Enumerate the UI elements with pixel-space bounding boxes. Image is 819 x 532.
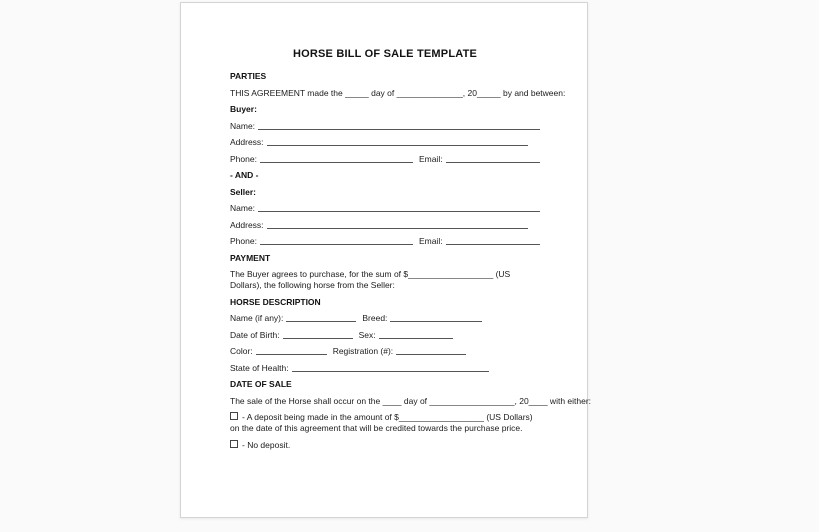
seller-name-row <box>230 203 540 214</box>
buyer-phone-blank[interactable] <box>260 161 413 163</box>
buyer-address-row <box>230 137 540 148</box>
horse-dob-blank[interactable] <box>283 337 353 339</box>
and-separator: - AND - <box>230 170 259 180</box>
agreement-intro-line: THIS AGREEMENT made the _____ day of ______________, 20_____ by and between: <box>230 87 566 98</box>
horse-description-heading: HORSE DESCRIPTION <box>230 296 321 307</box>
seller-phone-email-row <box>230 236 540 247</box>
buyer-phone-label: Phone: <box>230 153 257 164</box>
no-deposit-checkbox-icon[interactable] <box>230 440 238 448</box>
document-page <box>180 2 592 518</box>
seller-phone-label: Phone: <box>230 236 257 246</box>
horse-color-blank[interactable] <box>256 353 327 355</box>
seller-address-label: Address: <box>230 219 264 230</box>
seller-address-blank[interactable] <box>267 227 528 229</box>
buyer-phone-email-row <box>230 154 540 165</box>
horse-registration-blank[interactable] <box>396 353 466 355</box>
seller-name-label: Name: <box>230 203 256 213</box>
date-of-sale-heading: DATE OF SALE <box>230 379 292 389</box>
horse-sex-label: Sex: <box>358 329 376 340</box>
horse-sex-blank[interactable] <box>379 337 453 339</box>
buyer-name-label: Name: <box>230 120 256 131</box>
horse-name-label: Name (if any): <box>230 313 284 323</box>
buyer-address-blank[interactable] <box>267 144 528 146</box>
buyer-email-blank[interactable] <box>446 161 540 163</box>
horse-breed-blank[interactable] <box>390 320 482 322</box>
seller-address-row <box>230 220 540 231</box>
deposit-option-text: - A deposit being made in the amount of $__________________ (US Dollars) on the date of this agreement that will be credited towards the purchase price. <box>230 412 533 433</box>
horse-name-blank[interactable] <box>286 320 356 322</box>
document-title: HORSE BILL OF SALE TEMPLATE <box>292 48 478 60</box>
horse-dob-sex-row <box>230 330 540 341</box>
deposit-checkbox-icon[interactable] <box>230 412 238 420</box>
seller-phone-blank[interactable] <box>260 243 413 245</box>
buyer-email-label: Email: <box>418 153 443 164</box>
buyer-name-row <box>230 121 540 132</box>
horse-registration-label: Registration (#): <box>332 346 394 356</box>
parties-heading: PARTIES <box>230 71 267 81</box>
payment-body: The Buyer agrees to purchase, for the sum of $__________________ (US Dollars), the following horse from the Seller: <box>230 269 511 290</box>
horse-health-row <box>230 363 540 374</box>
date-of-sale-body: The sale of the Horse shall occur on the ____ day of __________________, 20____ with either: <box>230 395 592 406</box>
horse-health-blank[interactable] <box>292 370 489 372</box>
no-deposit-option-text: - No deposit. <box>242 439 291 450</box>
buyer-heading: Buyer: <box>230 104 257 114</box>
horse-color-registration-row <box>230 346 540 357</box>
horse-name-breed-row <box>230 313 540 324</box>
deposit-option-paragraph <box>230 412 540 434</box>
horse-health-label: State of Health: <box>230 362 289 373</box>
buyer-address-label: Address: <box>230 137 264 147</box>
seller-email-label: Email: <box>418 236 443 246</box>
horse-breed-label: Breed: <box>362 313 388 323</box>
seller-heading: Seller: <box>230 186 256 197</box>
no-deposit-option-paragraph <box>230 440 540 451</box>
buyer-name-blank[interactable] <box>258 128 540 130</box>
seller-email-blank[interactable] <box>446 243 540 245</box>
horse-color-label: Color: <box>230 346 253 356</box>
seller-name-blank[interactable] <box>258 210 540 212</box>
payment-heading: PAYMENT <box>230 252 271 263</box>
horse-dob-label: Date of Birth: <box>230 329 280 340</box>
